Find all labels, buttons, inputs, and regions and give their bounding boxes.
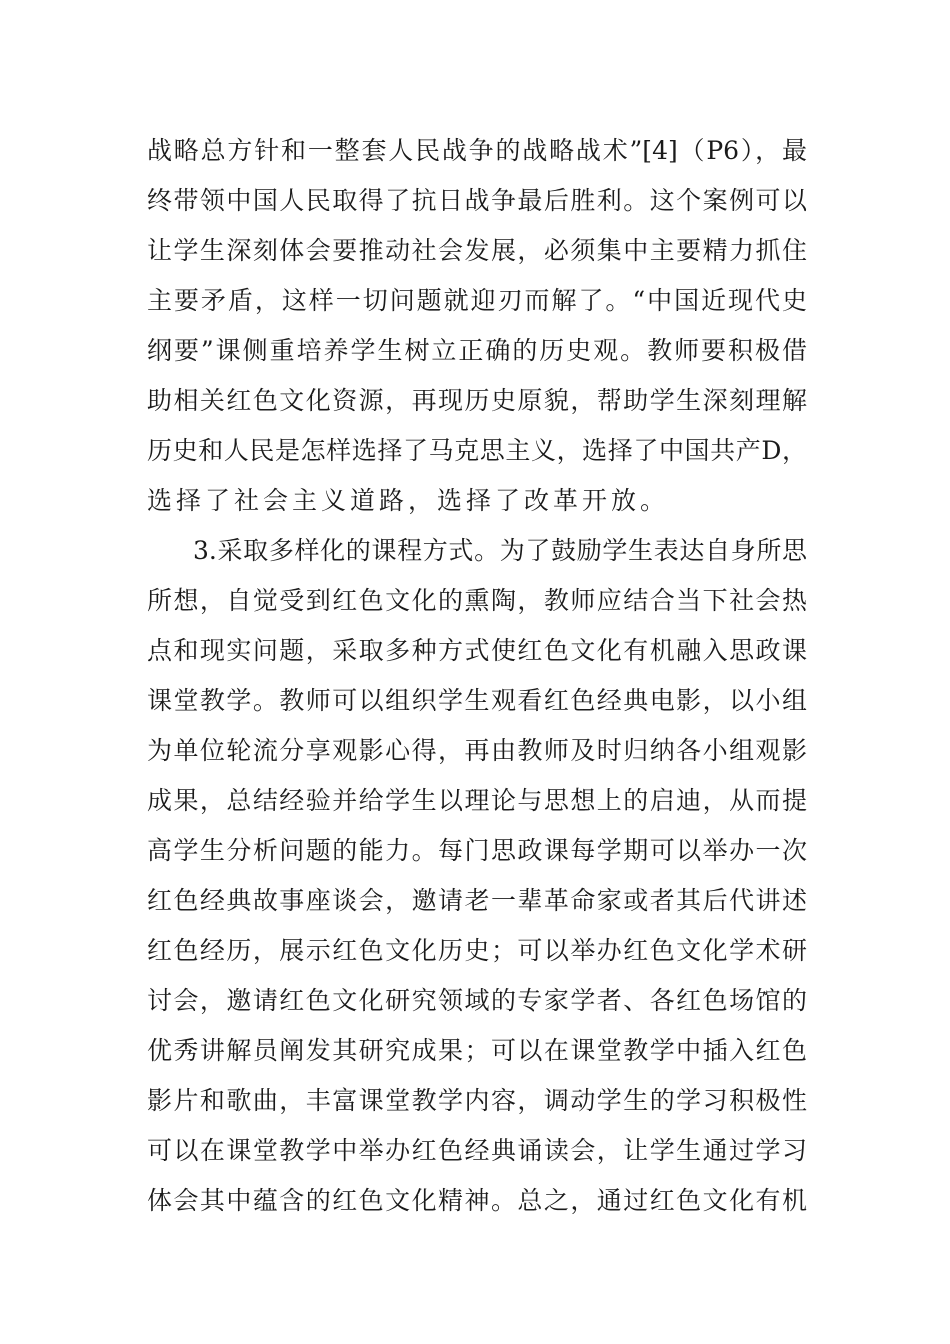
text-line-16: 红色经典故事座谈会，邀请老一辈革命家或者其后代讲述 (147, 886, 807, 915)
text-line-12: 课堂教学。教师可以组织学生观看红色经典电影，以小组 (147, 686, 807, 715)
text-line-20: 影片和歌曲，丰富课堂教学内容，调动学生的学习积极性 (147, 1086, 807, 1115)
text-line-7: 历史和人民是怎样选择了马克思主义，选择了中国共产D， (147, 436, 807, 465)
text-line-10: 所想，自觉受到红色文化的熏陶，教师应结合当下社会热 (147, 586, 807, 615)
text-line-22: 体会其中蕴含的红色文化精神。总之，通过红色文化有机 (147, 1186, 807, 1215)
text-line-14: 成果，总结经验并给学生以理论与思想上的启迪，从而提 (147, 786, 807, 815)
text-line-15: 高学生分析问题的能力。每门思政课每学期可以举办一次 (147, 836, 807, 865)
section-heading-line: 3.采取多样化的课程方式。为了鼓励学生表达自身所思 (193, 536, 807, 565)
text-line-8: 选择了社会主义道路，选择了改革开放。 (147, 486, 670, 515)
text-line-13: 为单位轮流分享观影心得，再由教师及时归纳各小组观影 (147, 736, 807, 765)
text-line-3: 让学生深刻体会要推动社会发展，必须集中主要精力抓住 (147, 236, 807, 265)
text-line-17: 红色经历，展示红色文化历史；可以举办红色文化学术研 (147, 936, 807, 965)
text-line-11: 点和现实问题，采取多种方式使红色文化有机融入思政课 (147, 636, 807, 665)
text-line-6: 助相关红色文化资源，再现历史原貌，帮助学生深刻理解 (147, 386, 807, 415)
text-line-2: 终带领中国人民取得了抗日战争最后胜利。这个案例可以 (147, 186, 807, 215)
text-line-5: 纲要”课侧重培养学生树立正确的历史观。教师要积极借 (147, 336, 807, 365)
text-line-21: 可以在课堂教学中举办红色经典诵读会，让学生通过学习 (147, 1136, 807, 1165)
text-line-18: 讨会，邀请红色文化研究领域的专家学者、各红色场馆的 (147, 986, 807, 1015)
text-line-4: 主要矛盾，这样一切问题就迎刃而解了。“中国近现代史 (147, 286, 807, 315)
text-line-1: 战略总方针和一整套人民战争的战略战术”[4]（P6），最 (147, 136, 807, 165)
text-line-19: 优秀讲解员阐发其研究成果；可以在课堂教学中插入红色 (147, 1036, 807, 1065)
